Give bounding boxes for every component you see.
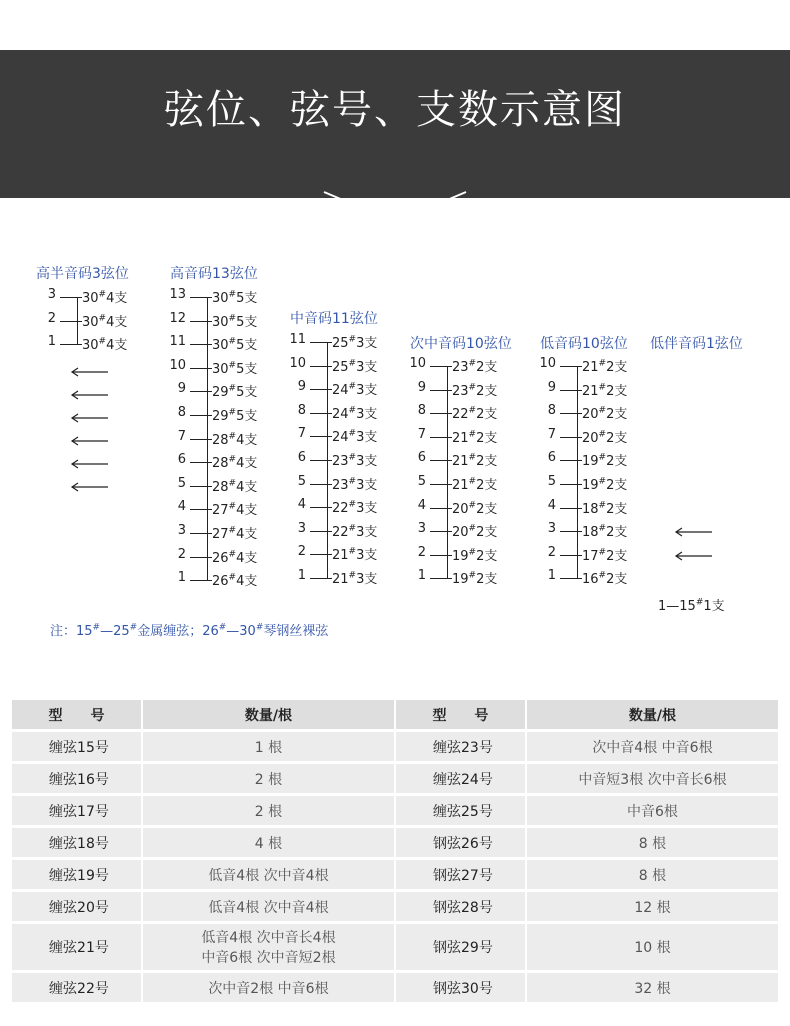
string-position: 7	[297, 426, 306, 442]
tick-line	[560, 390, 582, 391]
page-title: 弦位、弦号、支数示意图	[164, 87, 626, 133]
string-spec: 30#5支	[212, 313, 258, 330]
diagram-note: 注：15#—25#金属缠弦；26#—30#琴钢丝裸弦	[50, 622, 329, 639]
column-title: 低伴音码1弦位	[650, 336, 743, 352]
string-spec: 24#3支	[332, 429, 378, 446]
string-position: 3	[417, 521, 426, 537]
string-position: 6	[417, 450, 426, 466]
string-position: 10	[289, 355, 306, 371]
string-position: 9	[297, 379, 306, 395]
tick-line	[430, 531, 452, 532]
quantity-cell: 低音4根 次中音长4根 中音6根 次中音短2根	[143, 924, 394, 970]
string-spec: 30#4支	[82, 289, 128, 306]
string-position: 11	[169, 334, 186, 350]
string-position-diagram	[0, 255, 790, 650]
tick-line	[430, 413, 452, 414]
tick-line	[430, 555, 452, 556]
string-spec: 25#3支	[332, 334, 378, 351]
string-position: 9	[177, 381, 186, 397]
tick-line	[310, 389, 332, 390]
string-spec: 21#3支	[332, 547, 378, 564]
column-title: 高音码13弦位	[170, 266, 258, 282]
string-position: 7	[417, 426, 426, 442]
string-position: 1	[177, 570, 186, 586]
model-cell: 缠弦22号	[12, 973, 141, 1002]
tick-line	[430, 366, 452, 367]
string-spec: 23#3支	[332, 476, 378, 493]
string-position: 10	[409, 356, 426, 371]
table-row	[12, 924, 778, 970]
table-row	[12, 860, 778, 889]
tick-line	[560, 366, 582, 367]
model-cell: 缠弦24号	[396, 764, 525, 793]
string-position: 3	[177, 523, 186, 538]
string-position: 10	[169, 357, 186, 373]
tick-line	[190, 391, 212, 392]
string-position: 8	[177, 405, 186, 420]
quantity-cell: 10 根	[527, 924, 778, 970]
string-position: 1	[47, 334, 56, 350]
string-position: 2	[417, 544, 426, 560]
quantity-cell: 中音短3根 次中音长6根	[527, 764, 778, 793]
model-cell: 缠弦20号	[12, 892, 141, 921]
table-header-model: 型 号	[396, 700, 525, 729]
string-spec: 30#4支	[82, 336, 128, 354]
model-cell: 钢弦28号	[396, 892, 525, 921]
tick-line	[310, 366, 332, 367]
string-position: 11	[289, 332, 306, 347]
arrow-left-icon	[674, 527, 714, 537]
tick-line	[430, 437, 452, 438]
model-cell: 钢弦29号	[396, 924, 525, 970]
string-spec: 20#2支	[582, 405, 628, 423]
string-position: 4	[297, 497, 306, 513]
string-spec: 28#4支	[212, 431, 258, 448]
string-position: 2	[47, 310, 56, 326]
string-spec: 28#4支	[212, 478, 258, 495]
string-spec: 21#2支	[582, 382, 628, 399]
tick-line	[190, 321, 212, 322]
table-row	[12, 732, 778, 761]
arrow-left-icon	[70, 459, 110, 469]
string-spec: 24#3支	[332, 405, 378, 422]
string-position: 1	[417, 568, 426, 584]
tick-line	[560, 437, 582, 438]
tick-line	[190, 439, 212, 440]
string-position: 10	[539, 356, 556, 371]
arrow-left-icon	[70, 367, 110, 377]
string-spec: 27#4支	[212, 502, 258, 519]
tick-line	[310, 436, 332, 437]
arrow-left-icon	[70, 436, 110, 446]
tick-line	[430, 484, 452, 485]
string-spec: 29#5支	[212, 384, 258, 401]
column-title: 高半音码3弦位	[36, 266, 129, 282]
string-position: 1	[297, 568, 306, 583]
string-spec: 21#2支	[582, 358, 628, 375]
string-position: 3	[297, 520, 306, 536]
string-position: 5	[297, 473, 306, 489]
string-spec: 21#2支	[452, 453, 498, 470]
quantity-cell: 32 根	[527, 973, 778, 1002]
string-spec: 23#2支	[452, 358, 498, 375]
tick-line	[560, 555, 582, 556]
string-position: 8	[417, 403, 426, 419]
string-position: 6	[177, 452, 186, 468]
tick-line	[560, 531, 582, 532]
string-position: 5	[417, 474, 426, 489]
tick-line	[310, 342, 332, 343]
string-position: 4	[417, 497, 426, 513]
string-spec: 30#5支	[212, 289, 258, 306]
low-bass-extra-spec: 1—15#1支	[658, 597, 725, 614]
string-position: 1	[547, 568, 556, 584]
string-position: 7	[547, 426, 556, 442]
table-header-model: 型 号	[12, 700, 141, 729]
string-spec: 21#3支	[332, 570, 378, 587]
table-header-quantity: 数量/根	[527, 700, 778, 729]
model-cell: 缠弦18号	[12, 828, 141, 857]
model-cell: 钢弦27号	[396, 860, 525, 889]
string-spec: 26#4支	[212, 549, 258, 566]
string-spec: 22#3支	[332, 523, 378, 540]
quantity-cell: 12 根	[527, 892, 778, 921]
tick-line	[190, 415, 212, 416]
quantity-cell: 2 根	[143, 796, 394, 825]
tick-line	[190, 509, 212, 510]
model-cell: 缠弦17号	[12, 796, 141, 825]
quantity-cell: 1 根	[143, 732, 394, 761]
string-spec: 29#5支	[212, 407, 258, 424]
string-spec: 19#2支	[452, 571, 498, 588]
string-spec: 17#2支	[582, 547, 628, 564]
string-spec: 19#2支	[582, 476, 628, 493]
header-banner	[0, 50, 790, 198]
tick-line	[560, 484, 582, 485]
string-spec: 22#2支	[452, 405, 498, 423]
tick-line	[190, 462, 212, 463]
string-position: 2	[177, 546, 186, 562]
string-position: 13	[169, 287, 186, 302]
tick-line	[560, 508, 582, 509]
tick-line	[60, 344, 82, 345]
tick-line	[310, 413, 332, 414]
string-position: 8	[547, 403, 556, 419]
table-row	[12, 892, 778, 921]
tick-line	[190, 297, 212, 298]
column-spine	[577, 366, 578, 578]
tick-line	[310, 578, 332, 579]
string-position: 6	[547, 450, 556, 466]
string-spec-table	[10, 697, 780, 1005]
table-row	[12, 828, 778, 857]
quantity-cell: 8 根	[527, 860, 778, 889]
tick-line	[310, 460, 332, 461]
table-row	[12, 796, 778, 825]
string-spec: 28#4支	[212, 454, 258, 472]
tick-line	[60, 321, 82, 322]
column-spine	[447, 366, 448, 578]
column-title: 次中音码10弦位	[410, 336, 512, 352]
string-position: 9	[417, 379, 426, 395]
tick-line	[430, 508, 452, 509]
string-spec: 20#2支	[582, 429, 628, 446]
quantity-cell: 次中音4根 中音6根	[527, 732, 778, 761]
quantity-cell: 2 根	[143, 764, 394, 793]
model-cell: 钢弦30号	[396, 973, 525, 1002]
tick-line	[190, 533, 212, 534]
model-cell: 缠弦25号	[396, 796, 525, 825]
quantity-cell: 中音6根	[527, 796, 778, 825]
tick-line	[560, 578, 582, 579]
string-spec: 30#4支	[82, 313, 128, 330]
tick-line	[430, 390, 452, 391]
tick-line	[560, 413, 582, 414]
tick-line	[430, 460, 452, 461]
string-spec: 22#3支	[332, 499, 378, 517]
tick-line	[560, 460, 582, 461]
string-spec: 27#4支	[212, 525, 258, 542]
string-spec: 20#2支	[452, 523, 498, 541]
tick-line	[310, 531, 332, 532]
tick-line	[310, 554, 332, 555]
string-position: 4	[177, 499, 186, 515]
string-spec: 21#2支	[452, 429, 498, 446]
quantity-cell: 4 根	[143, 828, 394, 857]
tick-line	[190, 486, 212, 487]
string-position: 5	[547, 474, 556, 489]
string-position: 7	[177, 428, 186, 444]
model-cell: 缠弦19号	[12, 860, 141, 889]
tick-line	[190, 368, 212, 369]
model-cell: 钢弦26号	[396, 828, 525, 857]
tick-line	[430, 578, 452, 579]
string-spec: 30#5支	[212, 336, 258, 354]
string-spec: 23#3支	[332, 452, 378, 469]
string-position: 3	[547, 521, 556, 537]
string-spec: 25#3支	[332, 358, 378, 375]
tick-line	[310, 507, 332, 508]
model-cell: 缠弦23号	[396, 732, 525, 761]
string-spec: 30#5支	[212, 360, 258, 377]
string-position: 4	[547, 497, 556, 513]
string-spec: 16#2支	[582, 571, 628, 588]
chevron-down-icon	[322, 190, 468, 226]
string-position: 2	[547, 544, 556, 560]
quantity-cell: 次中音2根 中音6根	[143, 973, 394, 1002]
arrow-left-icon	[70, 413, 110, 423]
string-spec: 20#2支	[452, 500, 498, 517]
string-spec: 18#2支	[582, 523, 628, 541]
arrow-left-icon	[70, 390, 110, 400]
string-spec: 19#2支	[452, 547, 498, 564]
table-header-quantity: 数量/根	[143, 700, 394, 729]
string-position: 3	[47, 287, 56, 302]
arrow-left-icon	[674, 551, 714, 561]
string-spec: 21#2支	[452, 476, 498, 493]
string-spec: 19#2支	[582, 453, 628, 470]
model-cell: 缠弦16号	[12, 764, 141, 793]
tick-line	[190, 344, 212, 345]
table-row	[12, 764, 778, 793]
string-position: 2	[297, 544, 306, 560]
string-position: 5	[177, 475, 186, 491]
tick-line	[190, 580, 212, 581]
string-position: 6	[297, 450, 306, 465]
string-spec: 18#2支	[582, 500, 628, 517]
tick-line	[190, 557, 212, 558]
column-title: 低音码10弦位	[540, 336, 628, 352]
model-cell: 缠弦15号	[12, 732, 141, 761]
string-spec: 26#4支	[212, 572, 258, 590]
quantity-cell: 低音4根 次中音4根	[143, 892, 394, 921]
string-spec: 23#2支	[452, 382, 498, 399]
quantity-cell: 8 根	[527, 828, 778, 857]
table-row	[12, 973, 778, 1002]
string-spec: 24#3支	[332, 381, 378, 399]
column-title: 中音码11弦位	[290, 311, 378, 327]
model-cell: 缠弦21号	[12, 924, 141, 970]
table-header-row	[12, 700, 778, 729]
tick-line	[60, 297, 82, 298]
string-position: 8	[297, 402, 306, 418]
quantity-cell: 低音4根 次中音4根	[143, 860, 394, 889]
string-position: 12	[169, 310, 186, 326]
string-position: 9	[547, 379, 556, 395]
arrow-left-icon	[70, 482, 110, 492]
tick-line	[310, 484, 332, 485]
